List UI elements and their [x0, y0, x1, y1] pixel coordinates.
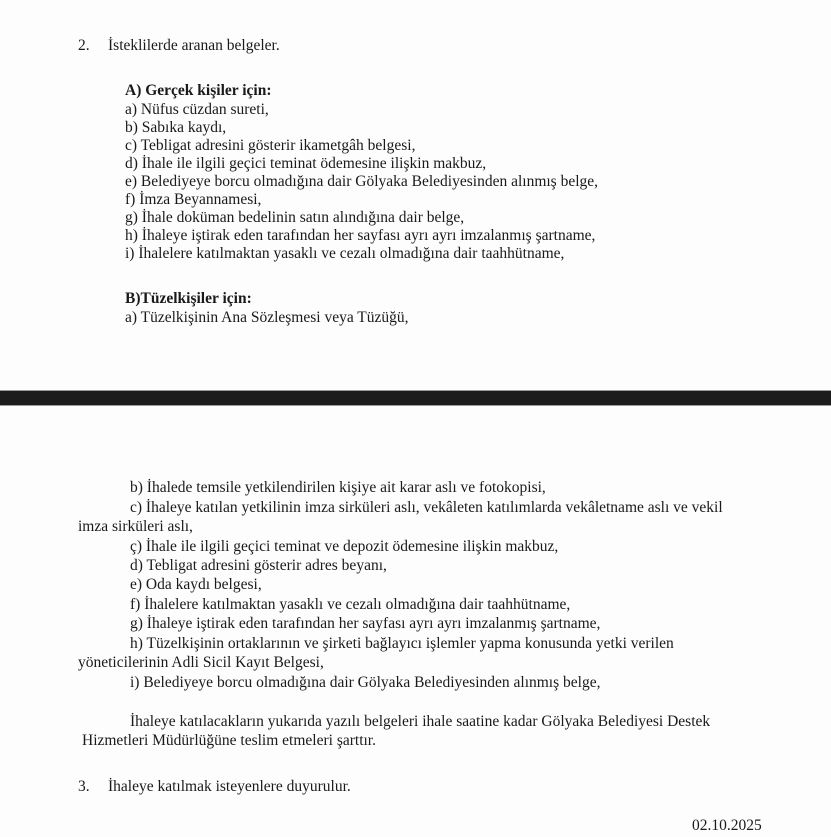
real-persons-item-c: c) Tebligat adresini gösterir ikametgâh belgesi, [125, 137, 416, 154]
section-2-title: İsteklilerde aranan belgeler. [108, 37, 280, 54]
legal-persons-item-h-line2: yöneticilerinin Adli Sicil Kayıt Belgesi, [78, 654, 324, 671]
real-persons-heading: A) Gerçek kişiler için: [125, 82, 272, 99]
real-persons-item-b: b) Sabıka kaydı, [125, 119, 227, 136]
section-3-number: 3. [78, 778, 90, 795]
real-persons-item-e: e) Belediyeye borcu olmadığına dair Gölyaka Belediyesinden alınmış belge, [125, 173, 599, 190]
real-persons-item-i: i) İhalelere katılmaktan yasaklı ve cezalı olmadığına dair taahhütname, [125, 245, 565, 262]
legal-persons-item-cc: ç) İhale ile ilgili geçici teminat ve depozit ödemesine ilişkin makbuz, [130, 538, 559, 555]
real-persons-item-f: f) İmza Beyannamesi, [125, 191, 262, 208]
page-divider [0, 390, 831, 406]
real-persons-item-h: h) İhaleye iştirak eden tarafından her sayfası ayrı ayrı imzalanmış şartname, [125, 227, 596, 244]
legal-persons-item-h-line1: h) Tüzelkişinin ortaklarının ve şirketi bağlayıcı işlemler yapma konusunda yetki verilen [130, 635, 674, 652]
legal-persons-item-a: a) Tüzelkişinin Ana Sözleşmesi veya Tüzüğü, [125, 309, 409, 326]
section-2-number: 2. [78, 37, 90, 54]
real-persons-item-g: g) İhale doküman bedelinin satın alındığına dair belge, [125, 209, 465, 226]
legal-persons-item-i: i) Belediyeye borcu olmadığına dair Gölyaka Belediyesinden alınmış belge, [130, 674, 601, 691]
section-3-title: İhaleye katılmak isteyenlere duyurulur. [108, 778, 351, 795]
submission-note-line2: Hizmetleri Müdürlüğüne teslim etmeleri şarttır. [82, 732, 376, 749]
real-persons-item-d: d) İhale ile ilgili geçici teminat ödemesine ilişkin makbuz, [125, 155, 487, 172]
legal-persons-item-e: e) Oda kaydı belgesi, [130, 576, 262, 593]
legal-persons-item-d: d) Tebligat adresini gösterir adres beyanı, [130, 557, 387, 574]
legal-persons-item-b: b) İhalede temsile yetkilendirilen kişiye ait karar aslı ve fotokopisi, [130, 479, 546, 496]
submission-note-line1: İhaleye katılacakların yukarıda yazılı belgeleri ihale saatine kadar Gölyaka Belediyesi Destek [130, 713, 711, 730]
legal-persons-item-c-line1: c) İhaleye katılan yetkilinin imza sirküleri aslı, vekâleten katılımlarda vekâletname aslı ve vekil [130, 499, 723, 516]
legal-persons-item-g: g) İhaleye iştirak eden tarafından her sayfası ayrı ayrı imzalanmış şartname, [130, 615, 601, 632]
real-persons-item-a: a) Nüfus cüzdan sureti, [125, 101, 269, 118]
section-3-heading [78, 778, 351, 796]
section-2-heading [78, 37, 280, 55]
legal-persons-item-c-line2: imza sirküleri aslı, [78, 518, 193, 535]
legal-persons-heading: B)Tüzelkişiler için: [125, 290, 252, 307]
document-date: 02.10.2025 [692, 817, 762, 834]
legal-persons-item-f: f) İhalelere katılmaktan yasaklı ve cezalı olmadığına dair taahhütname, [130, 596, 571, 613]
